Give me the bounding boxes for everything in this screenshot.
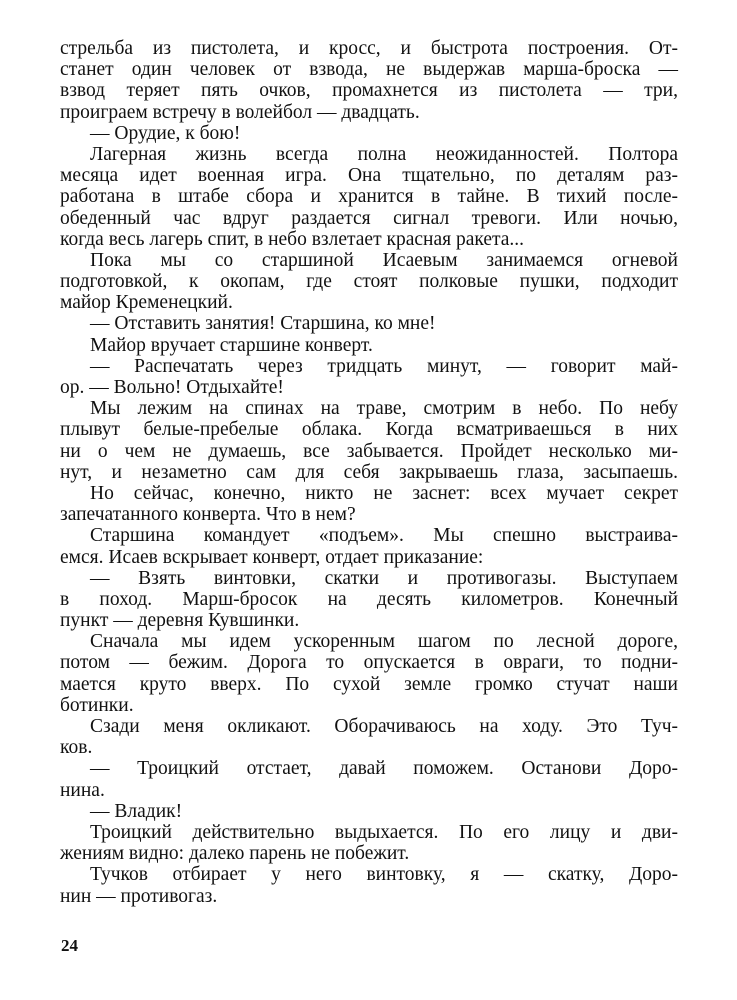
text-line: — Распечатать через тридцать минут, — говорит май- [90, 355, 678, 377]
text-line: мается круто вверх. По сухой земле громко стучат наши [60, 673, 678, 695]
text-line: емся. Исаев вскрывает конверт, отдает приказание: [60, 546, 484, 568]
text-line: обеденный час вдруг раздается сигнал тревоги. Или ночью, [60, 207, 678, 229]
text-line: когда весь лагерь спит, в небо взлетает красная ракета... [60, 228, 525, 250]
text-line: работана в штабе сбора и хранится в тайне. В тихий после- [60, 186, 678, 208]
text-line: ни о чем не думаешь, все забывается. Пройдет несколько ми- [60, 440, 678, 462]
text-line: — Взять винтовки, скатки и противогазы. Выступаем [90, 567, 678, 589]
text-line: — Орудие, к бою! [90, 122, 241, 144]
text-line: в поход. Марш-бросок на десять километров. Конечный [60, 588, 678, 610]
text-line: Пока мы со старшиной Исаевым занимаемся огневой [90, 249, 678, 271]
text-line: потом — бежим. Дорога то опускается в овраги, то подни- [60, 652, 678, 674]
text-line: станет один человек от взвода, не выдержав марша-броска — [60, 59, 678, 81]
text-line: плывут белые-пребелые облака. Когда всматриваешься в них [60, 419, 678, 441]
text-line: Сначала мы идем ускоренным шагом по лесной дороге, [90, 631, 678, 653]
text-line: Тучков отбирает у него винтовку, я — скатку, Доро- [90, 864, 678, 886]
text-line: запечатанного конверта. Что в нем? [60, 504, 356, 526]
text-line: месяца идет военная игра. Она тщательно, по деталям раз- [60, 165, 678, 187]
text-line: — Отставить занятия! Старшина, ко мне! [90, 313, 436, 335]
text-line: нин — противогаз. [60, 885, 218, 907]
text-line: Троицкий действительно выдыхается. По его лицу и дви- [90, 821, 678, 843]
text-line: проиграем встречу в волейбол — двадцать. [60, 101, 420, 123]
text-line: нина. [60, 779, 105, 801]
text-line: — Троицкий отстает, давай поможем. Останови Доро- [90, 758, 678, 780]
text-line: ков. [60, 737, 93, 759]
text-line: нут, и незаметно сам для себя закрываешь глаза, засыпаешь. [60, 461, 678, 483]
text-line: Но сейчас, конечно, никто не заснет: всех мучает секрет [90, 482, 678, 504]
text-line: Сзади меня окликают. Оборачиваюсь на ходу. Это Туч- [90, 716, 678, 737]
text-line: майор Кременецкий. [60, 292, 233, 314]
text-line: Лагерная жизнь всегда полна неожиданностей. Полтора [90, 143, 678, 165]
text-line: пункт — деревня Кувшинки. [60, 610, 300, 632]
text-line: — Владик! [90, 800, 183, 822]
text-line: Мы лежим на спинах на траве, смотрим в небо. По небу [90, 398, 678, 420]
page-body [60, 38, 678, 907]
text-line: взвод теряет пять очков, промахнется из пистолета — три, [60, 80, 678, 102]
text-line: жениям видно: далеко парень не побежит. [60, 843, 410, 865]
page-number: 24 [61, 936, 78, 955]
text-line: стрельба из пистолета, и кросс, и быстрота построения. От- [60, 38, 678, 59]
text-line: Майор вручает старшине конверт. [90, 334, 373, 356]
text-line: ор. — Вольно! Отдыхайте! [60, 377, 284, 398]
text-line: Старшина командует «подъем». Мы спешно выстраива- [90, 525, 678, 547]
text-line: ботинки. [60, 694, 134, 716]
text-line: подготовкой, к окопам, где стоят полковые пушки, подходит [60, 271, 678, 293]
